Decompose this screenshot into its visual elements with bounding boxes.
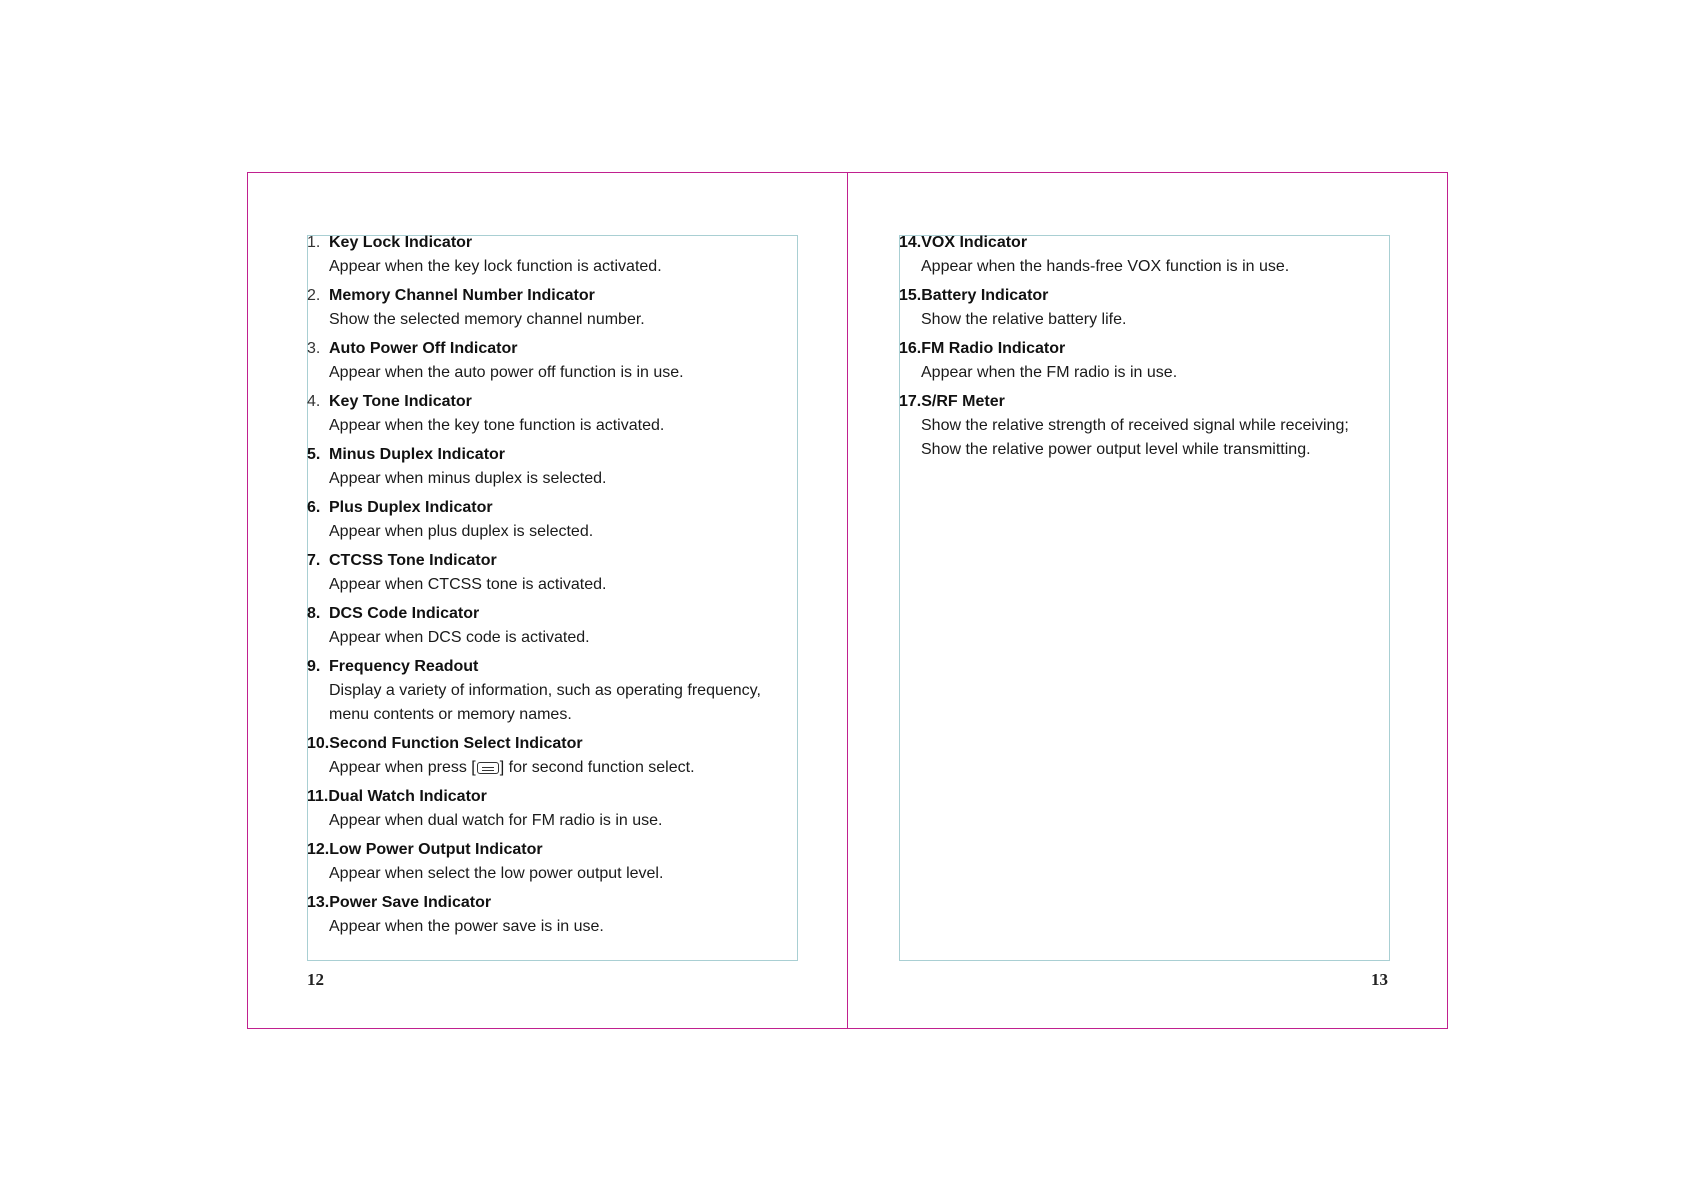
item-description: Appear when CTCSS tone is activated. bbox=[329, 576, 607, 593]
list-item bbox=[307, 285, 847, 332]
list-item bbox=[899, 232, 1439, 279]
item-heading bbox=[899, 338, 1439, 359]
item-title: Dual Watch Indicator bbox=[328, 788, 487, 805]
item-number: 4. bbox=[307, 393, 321, 410]
item-number: 9. bbox=[307, 658, 321, 675]
page-number-left: 12 bbox=[307, 970, 324, 989]
item-heading bbox=[307, 839, 847, 860]
item-description: Show the relative battery life. bbox=[921, 311, 1127, 328]
item-description: Appear when the auto power off function is in use. bbox=[329, 364, 684, 381]
list-item bbox=[307, 656, 847, 727]
item-description: Display a variety of information, such as operating frequency, menu contents or memory names. bbox=[329, 682, 761, 723]
item-title: Auto Power Off Indicator bbox=[329, 340, 518, 357]
list-item bbox=[899, 338, 1439, 385]
left-indicator-list bbox=[307, 232, 847, 945]
item-heading bbox=[307, 733, 847, 754]
page-number-right: 13 bbox=[1371, 970, 1388, 989]
list-item bbox=[307, 839, 847, 886]
item-description: Appear when the key tone function is activated. bbox=[329, 417, 665, 434]
item-number: 10. bbox=[307, 735, 330, 752]
item-number: 1. bbox=[307, 234, 321, 251]
item-description: Appear when plus duplex is selected. bbox=[329, 523, 594, 540]
item-description: Show the relative strength of received signal while receiving; Show the relative power output level while transmitting. bbox=[921, 417, 1349, 458]
item-number: 5. bbox=[307, 446, 321, 463]
item-description: Appear when select the low power output level. bbox=[329, 865, 664, 882]
item-heading bbox=[899, 285, 1439, 306]
item-description: Appear when the power save is in use. bbox=[329, 918, 604, 935]
item-number: 2. bbox=[307, 287, 321, 304]
list-item bbox=[307, 892, 847, 939]
item-heading bbox=[307, 892, 847, 913]
item-number: 13. bbox=[307, 894, 330, 911]
item-title: FM Radio Indicator bbox=[921, 340, 1066, 357]
item-description: Appear when the key lock function is activated. bbox=[329, 258, 662, 275]
item-description: Appear when press [ ] for second function select. bbox=[329, 759, 695, 776]
item-title: Frequency Readout bbox=[329, 658, 479, 675]
list-item bbox=[307, 550, 847, 597]
list-item bbox=[307, 733, 847, 780]
item-number: 8. bbox=[307, 605, 321, 622]
list-item bbox=[307, 232, 847, 279]
list-item bbox=[307, 786, 847, 833]
item-title: Battery Indicator bbox=[921, 287, 1049, 304]
list-item bbox=[307, 444, 847, 491]
item-number: 6. bbox=[307, 499, 321, 516]
item-number: 14. bbox=[899, 234, 922, 251]
item-title: Memory Channel Number Indicator bbox=[329, 287, 595, 304]
list-item bbox=[307, 391, 847, 438]
item-number: 17. bbox=[899, 393, 922, 410]
page-fold-line bbox=[847, 172, 848, 1029]
item-number: 7. bbox=[307, 552, 321, 569]
item-title: Minus Duplex Indicator bbox=[329, 446, 506, 463]
item-title: Plus Duplex Indicator bbox=[329, 499, 493, 516]
item-heading bbox=[307, 786, 847, 807]
list-item bbox=[307, 338, 847, 385]
item-description: Show the selected memory channel number. bbox=[329, 311, 645, 328]
item-description: Appear when DCS code is activated. bbox=[329, 629, 590, 646]
right-indicator-list bbox=[899, 232, 1439, 468]
item-number: 12. bbox=[307, 841, 330, 858]
item-title: Key Lock Indicator bbox=[329, 234, 473, 251]
item-description: Appear when dual watch for FM radio is in use. bbox=[329, 812, 663, 829]
list-item bbox=[899, 285, 1439, 332]
item-title: DCS Code Indicator bbox=[329, 605, 480, 622]
item-number: 16. bbox=[899, 340, 922, 357]
item-title: VOX Indicator bbox=[921, 234, 1028, 251]
item-number: 11. bbox=[307, 788, 329, 805]
list-item bbox=[307, 497, 847, 544]
item-heading bbox=[899, 391, 1439, 412]
item-title: S/RF Meter bbox=[921, 393, 1005, 410]
list-item bbox=[307, 603, 847, 650]
item-title: Key Tone Indicator bbox=[329, 393, 472, 410]
item-description: Appear when minus duplex is selected. bbox=[329, 470, 607, 487]
function-key-icon bbox=[477, 762, 499, 774]
item-title: Second Function Select Indicator bbox=[329, 735, 583, 752]
list-item bbox=[899, 391, 1439, 462]
item-heading bbox=[899, 232, 1439, 253]
item-title: CTCSS Tone Indicator bbox=[329, 552, 497, 569]
item-title: Power Save Indicator bbox=[329, 894, 492, 911]
item-number: 15. bbox=[899, 287, 922, 304]
item-number: 3. bbox=[307, 340, 321, 357]
item-description: Appear when the hands-free VOX function is in use. bbox=[921, 258, 1290, 275]
item-title: Low Power Output Indicator bbox=[329, 841, 543, 858]
item-description: Appear when the FM radio is in use. bbox=[921, 364, 1178, 381]
